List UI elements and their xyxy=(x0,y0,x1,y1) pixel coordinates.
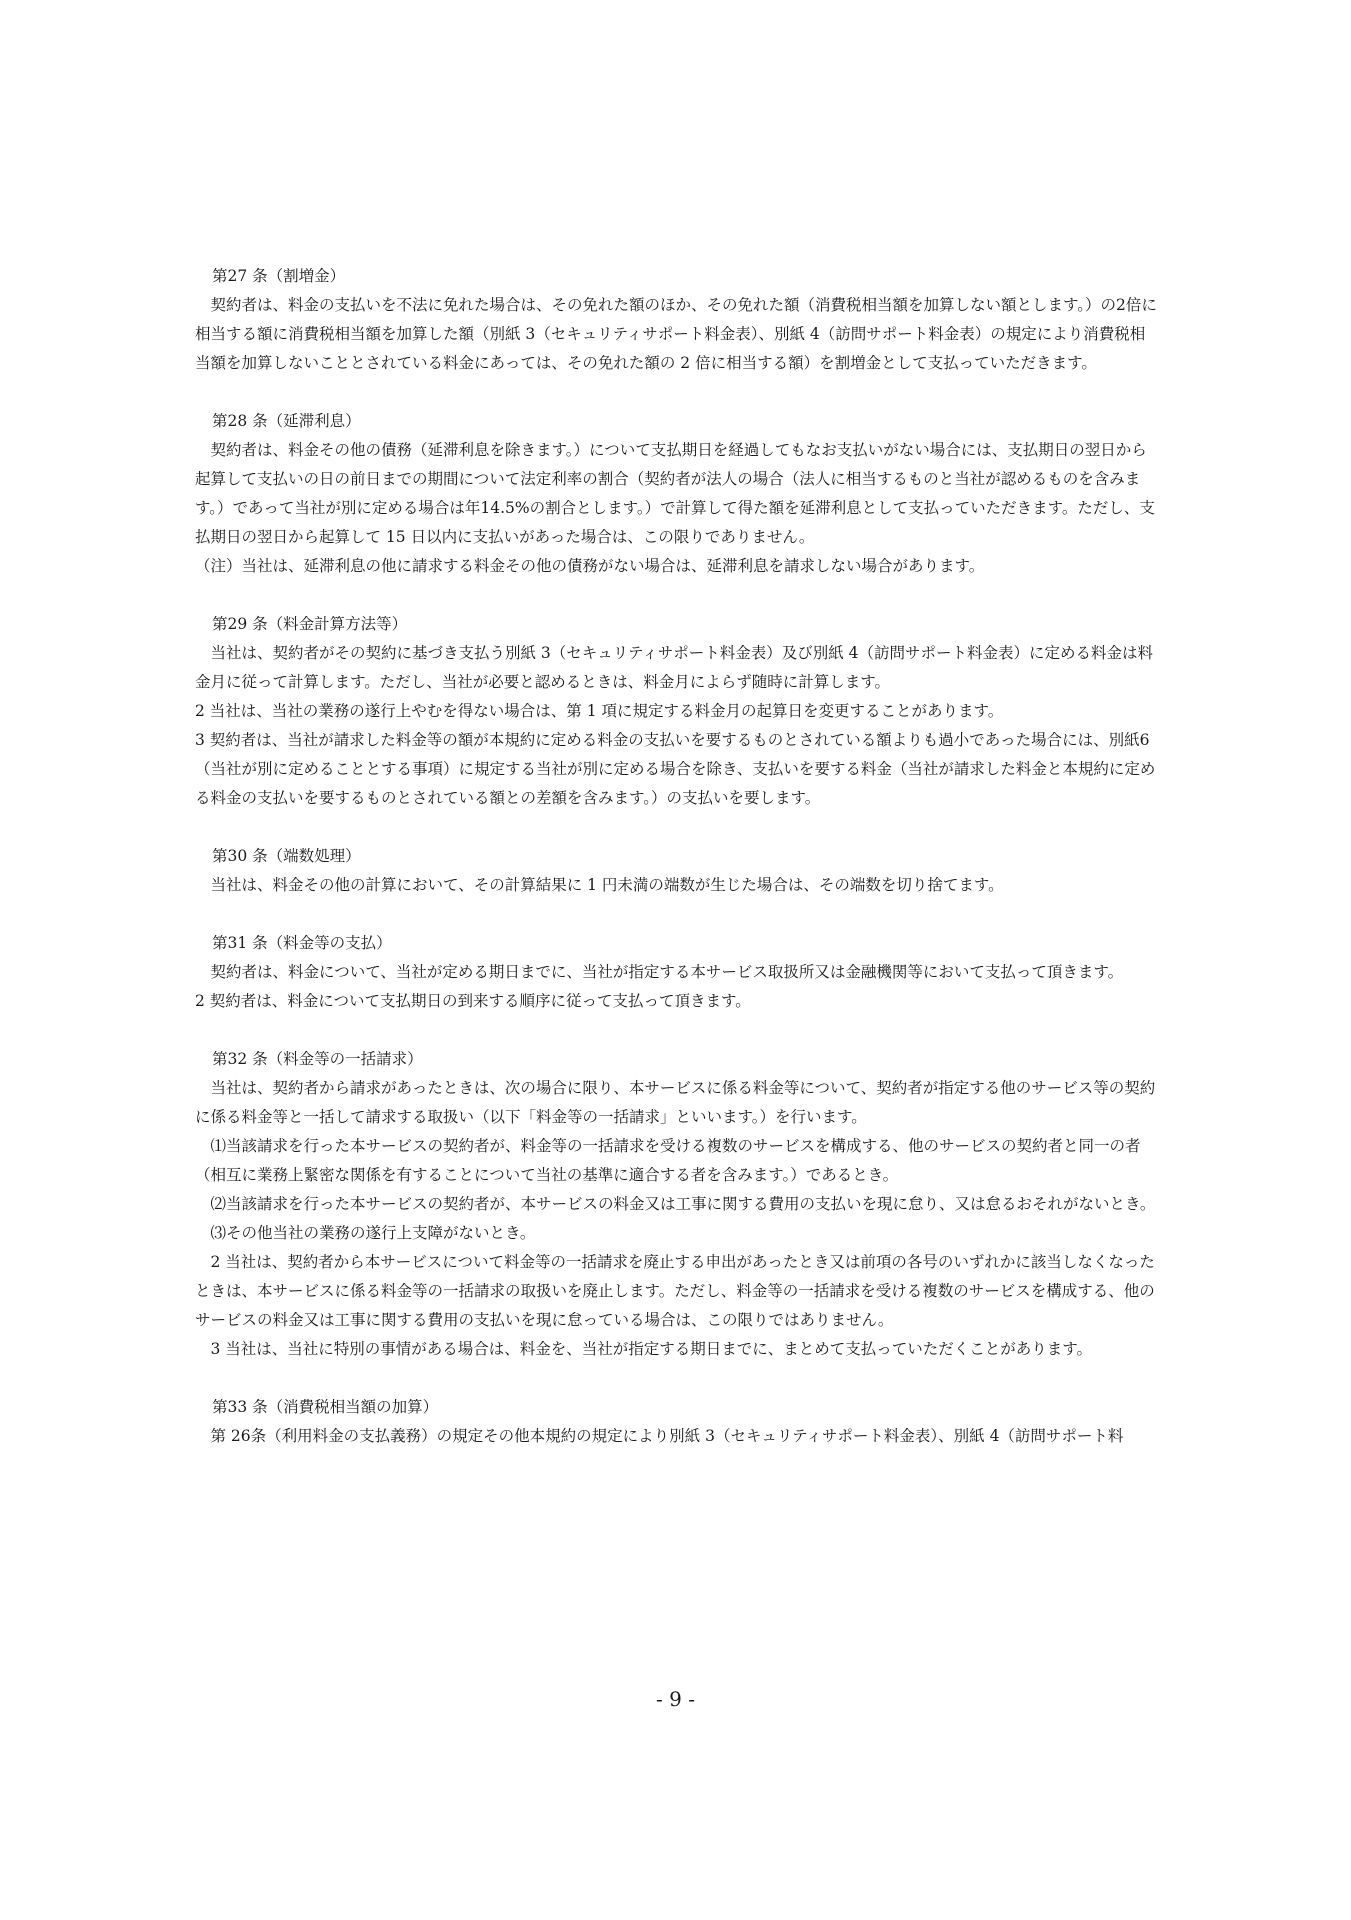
article-paragraph: （注）当社は、延滞利息の他に請求する料金その他の債務がない場合は、延滞利息を請求しない場合があります。 xyxy=(195,557,985,575)
article-paragraph: 2 当社は、契約者から本サービスについて料金等の一括請求を廃止する申出があったとき又は前項の各号のいずれかに該当しなくなったときは、本サービスに係る料金等の一括請求の取扱いを廃止します。ただし、料金等の一括請求を受ける複数のサービスを構成する、他のサービスの料金又は工事に関する費用の支払いを現に怠っている場合は、この限りではありません。 xyxy=(195,1253,1155,1329)
article-section xyxy=(195,842,1160,900)
article-paragraph: ⑵当該請求を行った本サービスの契約者が、本サービスの料金又は工事に関する費用の支払いを現に怠り、又は怠るおそれがないとき。 xyxy=(195,1195,1156,1213)
article-heading: 第27 条（割増金） xyxy=(212,267,346,285)
article-section xyxy=(195,1393,1160,1451)
article-heading: 第28 条（延滞利息） xyxy=(212,412,361,430)
article-paragraph: 3 契約者は、当社が請求した料金等の額が本規約に定める料金の支払いを要するものとされている額よりも過小であった場合には、別紙6（当社が別に定めることとする事項）に規定する当社が別に定める場合を除き、支払いを要する料金（当社が請求した料金と本規約に定める料金の支払いを要するものとされている額との差額を含みます。）の支払いを要します。 xyxy=(195,731,1156,807)
article-paragraph: 第 26条（利用料金の支払義務）の規定その他本規約の規定により別紙 3（セキュリティサポート料金表）、別紙 4（訪問サポート料 xyxy=(195,1427,1124,1445)
article-section xyxy=(195,262,1160,378)
article-heading: 第29 条（料金計算方法等） xyxy=(212,615,408,633)
article-paragraph: 当社は、契約者がその契約に基づき支払う別紙 3（セキュリティサポート料金表）及び別紙 4（訪問サポート料金表）に定める料金は料金月に従って計算します。ただし、当社が必要と認めるときは、料金月によらず随時に計算します。 xyxy=(195,644,1154,691)
article-paragraph: 契約者は、料金の支払いを不法に免れた場合は、その免れた額のほか、その免れた額（消費税相当額を加算しない額とします。）の2倍に相当する額に消費税相当額を加算した額（別紙 3（セキュリティサポート料金表）、別紙 4（訪問サポート料金表）の規定により消費税相当額を加算しないこととされている料金にあっては、その免れた額の 2 倍に相当する額）を割増金として支払っていただきます。 xyxy=(195,296,1157,372)
article-paragraph: ⑶その他当社の業務の遂行上支障がないとき。 xyxy=(195,1224,536,1242)
article-paragraph: 当社は、料金その他の計算において、その計算結果に 1 円未満の端数が生じた場合は、その端数を切り捨てます。 xyxy=(195,876,1004,894)
document-body xyxy=(195,262,1160,1480)
article-paragraph: 2 当社は、当社の業務の遂行上やむを得ない場合は、第 1 項に規定する料金月の起算日を変更することがあります。 xyxy=(195,702,1004,720)
article-heading: 第33 条（消費税相当額の加算） xyxy=(212,1398,439,1416)
article-heading: 第30 条（端数処理） xyxy=(212,847,361,865)
article-heading: 第31 条（料金等の支払） xyxy=(212,934,392,952)
article-section xyxy=(195,929,1160,1016)
article-section xyxy=(195,610,1160,813)
page-number: - 9 - xyxy=(656,1687,695,1711)
article-section xyxy=(195,407,1160,581)
article-paragraph: 契約者は、料金について、当社が定める期日までに、当社が指定する本サービス取扱所又は金融機関等において支払って頂きます。 xyxy=(195,963,1124,981)
article-paragraph: ⑴当該請求を行った本サービスの契約者が、料金等の一括請求を受ける複数のサービスを構成する、他のサービスの契約者と同一の者（相互に業務上緊密な関係を有することについて当社の基準に適合する者を含みます。）であるとき。 xyxy=(195,1137,1141,1184)
article-paragraph: 2 契約者は、料金について支払期日の到来する順序に従って支払って頂きます。 xyxy=(195,992,751,1010)
article-paragraph: 当社は、契約者から請求があったときは、次の場合に限り、本サービスに係る料金等について、契約者が指定する他のサービス等の契約に係る料金等と一括して請求する取扱い（以下「料金等の一括請求」といいます。）を行います。 xyxy=(195,1079,1156,1126)
article-heading: 第32 条（料金等の一括請求） xyxy=(212,1050,423,1068)
article-paragraph: 契約者は、料金その他の債務（延滞利息を除きます。）について支払期日を経過してもなお支払いがない場合には、支払期日の翌日から起算して支払いの日の前日までの期間について法定利率の割合（契約者が法人の場合（法人に相当するものと当社が認めるものを含みます。）であって当社が別に定める場合は年14.5%の割合とします。）で計算して得た額を延滞利息として支払っていただきます。ただし、支払期日の翌日から起算して 15 日以内に支払いがあった場合は、この限りでありません。 xyxy=(195,441,1155,546)
article-paragraph: 3 当社は、当社に特別の事情がある場合は、料金を、当社が指定する期日までに、まとめて支払っていただくことがあります。 xyxy=(195,1340,1093,1358)
article-section xyxy=(195,1045,1160,1364)
